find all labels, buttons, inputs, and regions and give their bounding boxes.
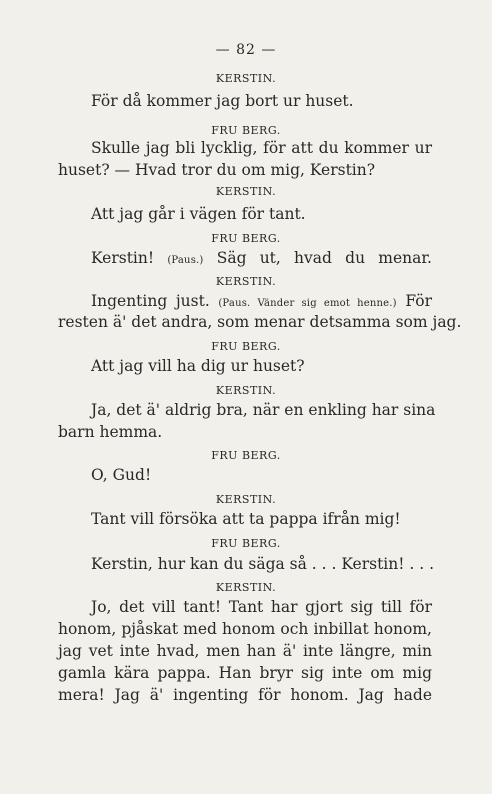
dialogue-line: resten ä' det andra, som menar detsamma som jag. xyxy=(58,313,462,331)
dialogue-line: jag vet inte hvad, men han ä' inte längre, min xyxy=(58,642,432,660)
stage-direction: (Paus.) xyxy=(167,255,204,266)
speaker-name: FRU BERG. xyxy=(211,232,281,245)
page-number: — 82 — xyxy=(215,42,277,58)
dialogue-line: honom, pjåskat med honom och inbillat honom, xyxy=(58,620,432,638)
dialogue-line: Tant vill försöka att ta pappa ifrån mig! xyxy=(91,510,401,528)
dialogue-line: Kerstin, hur kan du säga så . . . Kerstin! . . . xyxy=(91,555,435,573)
dialogue-line: För då kommer jag bort ur huset. xyxy=(91,92,354,110)
speaker-name: FRU BERG. xyxy=(211,340,281,353)
dialogue-line xyxy=(91,292,432,310)
dialogue-text: Säg ut, hvad du menar. xyxy=(216,249,432,267)
stage-direction: (Paus. Vänder sig emot henne.) xyxy=(218,298,397,309)
dialogue-text: För xyxy=(405,292,432,310)
dialogue-text: Ingenting just. xyxy=(91,292,210,310)
dialogue-line: Ja, det ä' aldrig bra, när en enkling har sina xyxy=(91,401,436,419)
dialogue-line: barn hemma. xyxy=(58,423,163,441)
speaker-name: KERSTIN. xyxy=(215,185,277,198)
dialogue-text: Kerstin! xyxy=(91,249,155,267)
speaker-name: KERSTIN. xyxy=(215,275,277,288)
dialogue-line: O, Gud! xyxy=(91,466,152,484)
speaker-name: KERSTIN. xyxy=(215,581,277,594)
dialogue-line: huset? — Hvad tror du om mig, Kerstin? xyxy=(58,161,376,179)
speaker-name: KERSTIN. xyxy=(215,493,277,506)
dialogue-line: mera! Jag ä' ingenting för honom. Jag hade xyxy=(58,686,432,704)
speaker-name: KERSTIN. xyxy=(215,384,277,397)
dialogue-line xyxy=(91,249,432,267)
dialogue-line: gamla kära pappa. Han bryr sig inte om mig xyxy=(58,664,432,682)
dialogue-line: Att jag vill ha dig ur huset? xyxy=(91,357,305,375)
speaker-name: KERSTIN. xyxy=(215,72,277,85)
dialogue-line: Jo, det vill tant! Tant har gjort sig till för xyxy=(91,598,432,616)
dialogue-line: Skulle jag bli lycklig, för att du kommer ur xyxy=(91,139,432,157)
speaker-name: FRU BERG. xyxy=(211,449,281,462)
speaker-name: FRU BERG. xyxy=(211,124,281,137)
dialogue-line: Att jag går i vägen för tant. xyxy=(91,205,306,223)
speaker-name: FRU BERG. xyxy=(211,537,281,550)
